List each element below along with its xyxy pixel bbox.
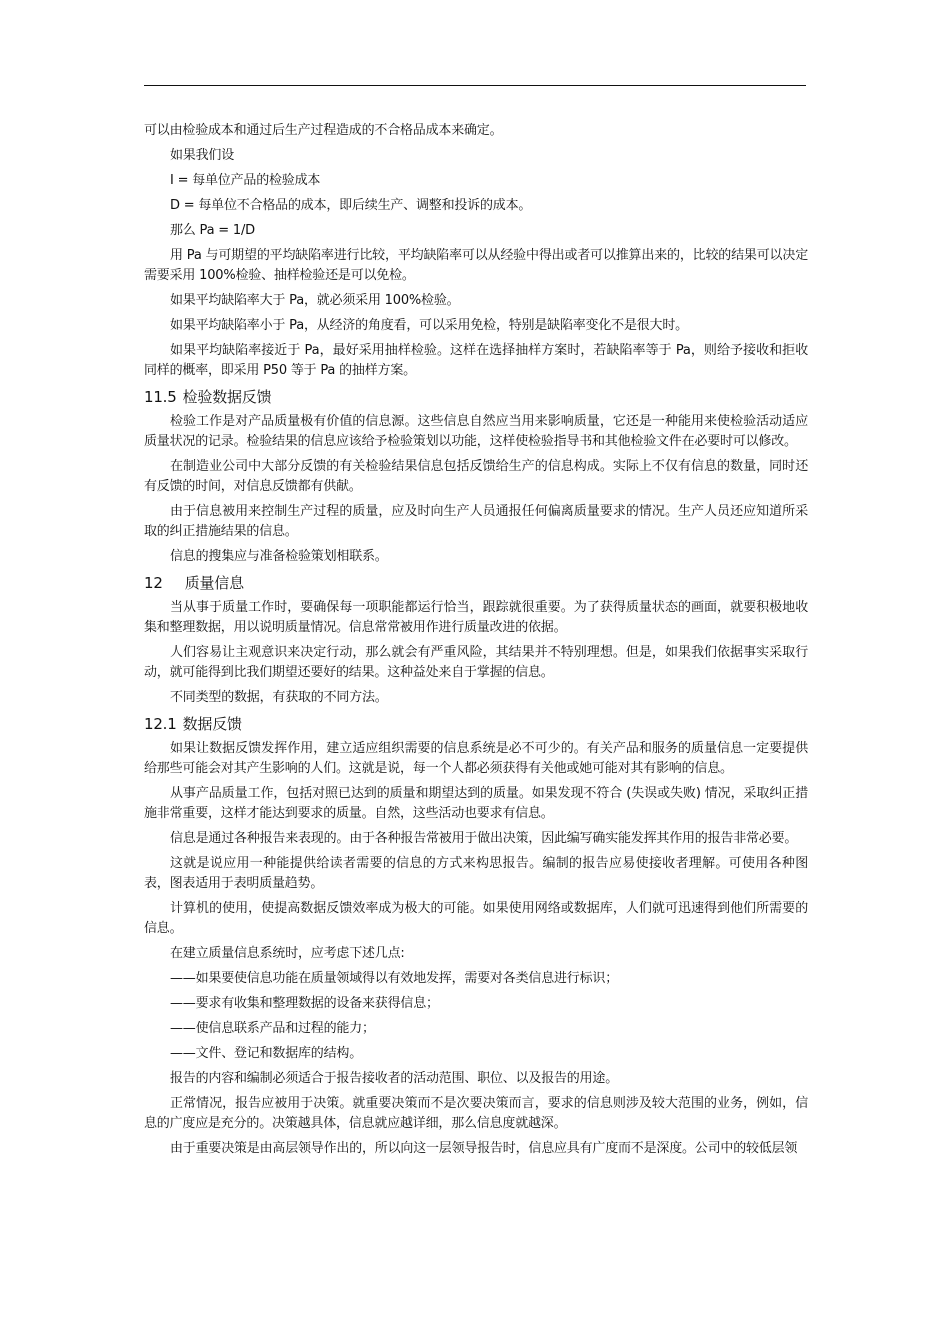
document-body	[144, 121, 808, 1164]
section-number: 11.5	[144, 388, 177, 406]
paragraph: 如果平均缺陷率大于 Pa，就必须采用 100%检验。	[170, 293, 460, 308]
header-rule	[144, 85, 806, 86]
paragraph: ——使信息联系产品和过程的能力；	[170, 1021, 375, 1036]
paragraph: 从事产品质量工作，包括对照已达到的质量和期望达到的质量。如果发现不符合 (失误或失败) 情况，采取纠正措施非常重要，这样才能达到要求的质量。自然，这些活动也要求有信息。	[144, 786, 808, 821]
paragraph: 在建立质量信息系统时，应考虑下述几点:	[170, 946, 405, 961]
section-heading	[144, 572, 808, 594]
paragraph: I = 每单位产品的检验成本	[170, 173, 321, 188]
paragraph: ——如果要使信息功能在质量领域得以有效地发挥，需要对各类信息进行标识；	[170, 971, 619, 986]
paragraph: 信息的搜集应与准备检验策划相联系。	[170, 549, 388, 564]
paragraph: 在制造业公司中大部分反馈的有关检验结果信息包括反馈给生产的信息构成。实际上不仅有信息的数量，同时还有反馈的时间，对信息反馈都有供献。	[144, 459, 808, 494]
paragraph: 如果平均缺陷率接近于 Pa，最好采用抽样检验。这样在选择抽样方案时，若缺陷率等于 Pa，则给予接收和拒收同样的概率，即采用 P50 等于 Pa 的抽样方案。	[144, 343, 808, 378]
section-number: 12.1	[144, 715, 177, 733]
paragraph: 不同类型的数据，有获取的不同方法。	[170, 690, 388, 705]
paragraph: 如果我们设	[170, 148, 235, 163]
section-heading	[144, 386, 808, 408]
paragraph: 这就是说应用一种能提供给读者需要的信息的方式来构思报告。编制的报告应易使接收者理解。可使用各种图表，图表适用于表明质量趋势。	[144, 856, 808, 891]
paragraph: 由于重要决策是由高层领导作出的，所以向这一层领导报告时，信息应具有广度而不是深度。公司中的较低层领	[170, 1141, 798, 1156]
paragraph: 由于信息被用来控制生产过程的质量，应及时向生产人员通报任何偏离质量要求的情况。生产人员还应知道所采取的纠正措施结果的信息。	[144, 504, 808, 539]
paragraph: 可以由检验成本和通过后生产过程造成的不合格品成本来确定。	[144, 123, 503, 138]
paragraph: D = 每单位不合格品的成本，即后续生产、调整和投诉的成本。	[170, 198, 532, 213]
paragraph: ——文件、登记和数据库的结构。	[170, 1046, 363, 1061]
paragraph: 当从事于质量工作时，要确保每一项职能都运行恰当，跟踪就很重要。为了获得质量状态的画面，就要积极地收集和整理数据，用以说明质量情况。信息常常被用作进行质量改进的依据。	[144, 600, 808, 635]
paragraph: 计算机的使用，使提高数据反馈效率成为极大的可能。如果使用网络或数据库，人们就可迅速得到他们所需要的信息。	[144, 901, 808, 936]
paragraph: 检验工作是对产品质量极有价值的信息源。这些信息自然应当用来影响质量，它还是一种能用来使检验活动适应质量状况的记录。检验结果的信息应该给予检验策划以功能，这样使检验指导书和其他检验文件在必要时可以修改。	[144, 414, 808, 449]
section-heading	[144, 713, 808, 735]
paragraph: 如果平均缺陷率小于 Pa，从经济的角度看，可以采用免检，特别是缺陷率变化不是很大时。	[170, 318, 688, 333]
paragraph: 正常情况，报告应被用于决策。就重要决策而不是次要决策而言，要求的信息则涉及较大范围的业务，例如，信息的广度应是充分的。决策越具体，信息就应越详细，那么信息度就越深。	[144, 1096, 808, 1131]
paragraph: 那么 Pa = 1/D	[170, 223, 255, 238]
paragraph: ——要求有收集和整理数据的设备来获得信息；	[170, 996, 439, 1011]
paragraph: 报告的内容和编制必须适合于报告接收者的活动范围、职位、以及报告的用途。	[170, 1071, 619, 1086]
section-title: 数据反馈	[182, 715, 242, 733]
paragraph: 信息是通过各种报告来表现的。由于各种报告常被用于做出决策，因此编写确实能发挥其作用的报告非常必要。	[170, 831, 798, 846]
section-title: 质量信息	[184, 574, 244, 592]
paragraph: 如果让数据反馈发挥作用，建立适应组织需要的信息系统是必不可少的。有关产品和服务的质量信息一定要提供给那些可能会对其产生影响的人们。这就是说，每一个人都必须获得有关他或她可能对其有影响的信息。	[144, 741, 808, 776]
paragraph: 人们容易让主观意识来决定行动，那么就会有严重风险，其结果并不特别理想。但是，如果我们依据事实采取行动，就可能得到比我们期望还要好的结果。这种益处来自于掌握的信息。	[144, 645, 808, 680]
section-title: 检验数据反馈	[182, 388, 272, 406]
section-number: 12	[144, 574, 163, 592]
paragraph: 用 Pa 与可期望的平均缺陷率进行比较，平均缺陷率可以从经验中得出或者可以推算出来的，比较的结果可以决定需要采用 100%检验、抽样检验还是可以免检。	[144, 248, 808, 283]
